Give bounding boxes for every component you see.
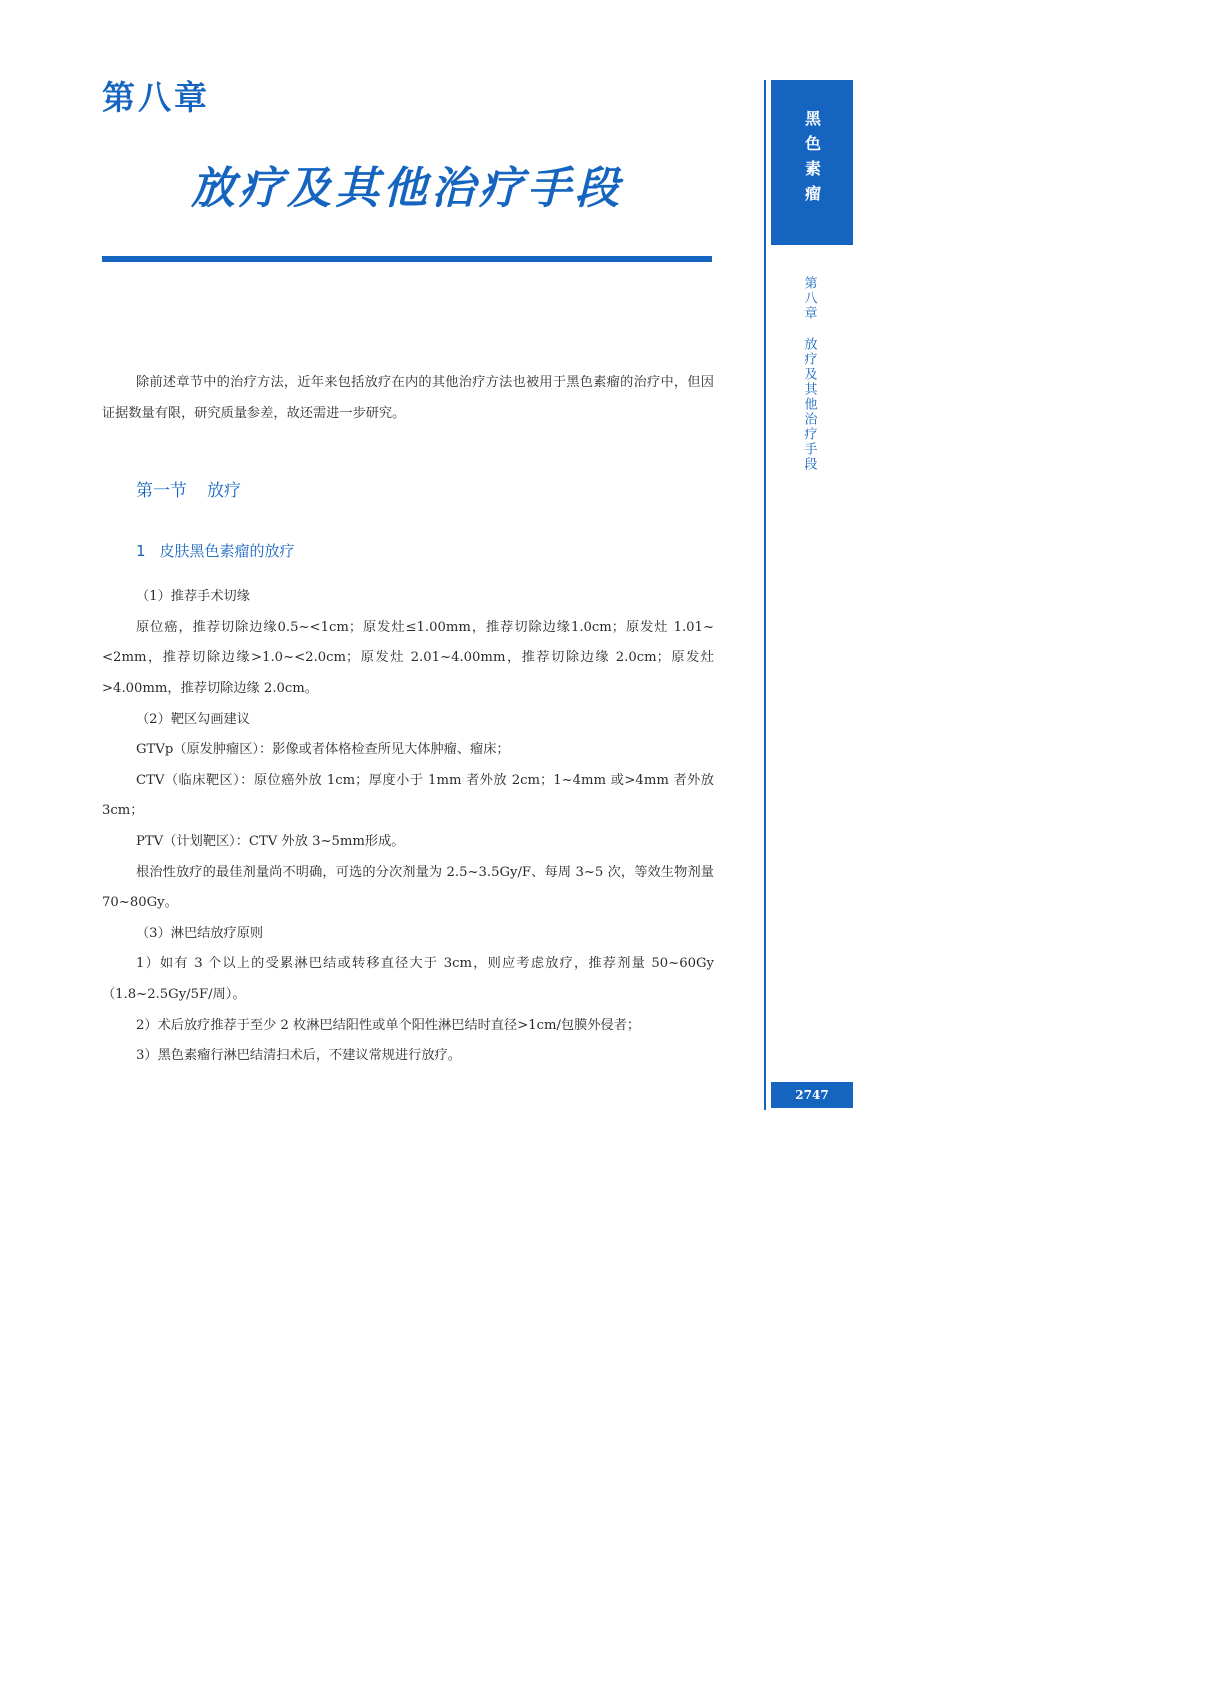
paragraph-dose: 根治性放疗的最佳剂量尚不明确，可选的分次剂量为 2.5~3.5Gy/F、每周 3~5 次，等效生物剂量 70~80Gy。 — [102, 864, 714, 911]
paragraph-margin-heading: （1）推荐手术切缘 — [136, 589, 250, 605]
sidebar-chapter-label: 第八章 — [801, 276, 817, 321]
page-number: 2747 — [771, 1082, 853, 1108]
paragraph-margin-detail: 原位癌，推荐切除边缘0.5~<1cm；原发灶≤1.00mm，推荐切除边缘1.0cm；原发灶 1.01~<2mm，推荐切除边缘>1.0~<2.0cm；原发灶 2.01~4.00mm，推荐切除边缘 2.0cm；原发灶>4.00mm，推荐切除边缘 2.0cm。 — [102, 619, 714, 696]
sidebar-chapter-title: 放疗及其他治疗手段 — [801, 337, 817, 472]
sidebar-chapter — [797, 276, 821, 472]
subsection-heading — [136, 536, 714, 566]
paragraph-gtvp: GTVp（原发肿瘤区）：影像或者体格检查所见大体肿瘤、瘤床； — [136, 742, 510, 758]
paragraph-lymph-3: 3）黑色素瘤行淋巴结清扫术后，不建议常规进行放疗。 — [136, 1048, 461, 1064]
body-content — [102, 368, 714, 1072]
paragraph-ctv: CTV（临床靶区）：原位癌外放 1cm；厚度小于 1mm 者外放 2cm；1~4mm 或>4mm 者外放 3cm； — [102, 772, 714, 819]
subsection-number: 1 — [136, 542, 146, 561]
sidebar-book-tab — [771, 80, 853, 245]
section-number: 第一节 — [136, 481, 187, 502]
paragraph-lymph-1: 1）如有 3 个以上的受累淋巴结或转移直径大于 3cm，则应考虑放疗，推荐剂量 50~60Gy（1.8~2.5Gy/5F/周）。 — [102, 956, 714, 1002]
paragraph-lymph-heading: （3）淋巴结放疗原则 — [136, 925, 264, 941]
paragraph-lymph-2: 2）术后放疗推荐于至少 2 枚淋巴结阳性或单个阳性淋巴结时直径>1cm/包膜外侵者； — [136, 1017, 641, 1033]
title-divider — [102, 256, 712, 262]
section-title: 放疗 — [207, 481, 241, 502]
section-heading — [136, 476, 714, 506]
paragraph-target-heading: （2）靶区勾画建议 — [136, 711, 250, 727]
intro-paragraph: 除前述章节中的治疗方法，近年来包括放疗在内的其他治疗方法也被用于黑色素瘤的治疗中，但因证据数量有限，研究质量参差，故还需进一步研究。 — [102, 375, 714, 421]
sidebar-rule — [764, 80, 766, 1110]
chapter-title: 放疗及其他治疗手段 — [191, 163, 623, 214]
sidebar-book-title: 黑色素瘤 — [802, 110, 822, 210]
chapter-label: 第八章 — [102, 78, 210, 117]
subsection-title: 皮肤黑色素瘤的放疗 — [159, 542, 295, 561]
paragraph-ptv: PTV（计划靶区）：CTV 外放 3~5mm形成。 — [136, 833, 405, 849]
